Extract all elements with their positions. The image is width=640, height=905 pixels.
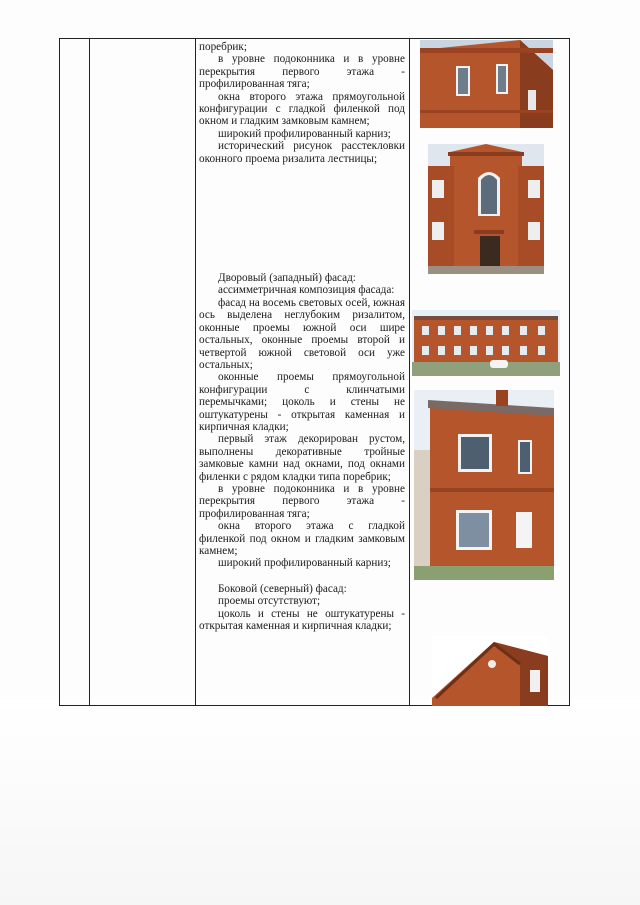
- text-line: окна второго этажа с гладкой филенкой под окном и гладким замковым камнем;: [199, 520, 405, 557]
- text-line: фасад на восемь световых осей, южная ось выделена неглубоким ризалитом, оконные проемы южной оси шире остальных, оконные проемы второй и четвертой южной световой оси уже остальных;: [199, 296, 405, 371]
- text-line: ассимметричная композиция фасада:: [218, 284, 395, 297]
- text-line: окна второго этажа прямоугольной конфигурации с гладкой филенкой под окном и гладким замковым камнем;: [199, 90, 405, 128]
- section-heading-west: Дворовый (западный) фасад:: [218, 272, 356, 285]
- text-line: широкий профилированный карниз;: [218, 127, 391, 140]
- west-facade-photo: [412, 310, 560, 376]
- west-facade-closeup-photo: [414, 390, 554, 580]
- text-line: цоколь и стены не оштукатурены - открытая каменная и кирпичная кладки;: [199, 607, 405, 633]
- text-line: в уровне подоконника и в уровне перекрытия первого этажа - профилированная тяга;: [199, 53, 405, 91]
- section-heading-north: Боковой (северный) фасад:: [218, 582, 347, 595]
- text-line: проемы отсутствуют;: [218, 595, 321, 608]
- text-line: оконные проемы прямоугольной конфигурации с клинчатыми перемычками; цоколь и стены не оштукатурены - открытая каменная и кирпичная кладки;: [199, 371, 405, 433]
- stair-risalit-photo: [428, 144, 544, 274]
- column-divider: [409, 39, 410, 705]
- text-line: поребрик;: [199, 41, 247, 53]
- text-line: широкий профилированный карниз;: [218, 557, 391, 570]
- column-divider: [89, 39, 90, 705]
- description-column: [199, 41, 405, 632]
- north-facade-gable-photo: [432, 636, 548, 706]
- text-line: в уровне подоконника и в уровне перекрытия первого этажа - профилированная тяга;: [199, 482, 405, 520]
- text-line: первый этаж декорирован рустом, выполнены декоративные тройные замковые камни над окнами, под окнами филенки с рядом кладки типа поребрик;: [199, 433, 405, 483]
- text-line: исторический рисунок расстекловки оконного проема ризалита лестницы;: [199, 140, 405, 165]
- facade-corner-photo: [420, 40, 553, 128]
- column-divider: [195, 39, 196, 705]
- page-shadow: [0, 700, 640, 905]
